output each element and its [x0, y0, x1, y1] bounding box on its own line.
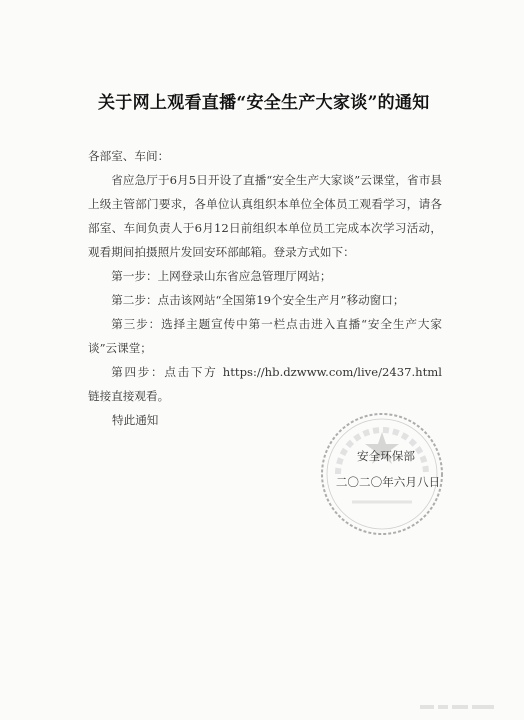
paragraph-step-1: 第一步：上网登录山东省应急管理厅网站； [111, 269, 332, 283]
scan-watermark [420, 702, 496, 712]
notice-title: 关于网上观看直播“安全生产大家谈”的通知 [98, 93, 430, 113]
signature-department: 安全环保部 [357, 449, 415, 463]
paragraph-step-2: 第二步：点击该网站“全国第19个安全生产月”移动窗口； [111, 293, 405, 307]
paragraph-step-3: 第三步：选择主题宣传中第一栏点击进入直播“安全生产大家谈”云课堂； [88, 317, 442, 355]
paragraph-step-4: 第四步：点击下方 https://hb.dzwww.com/live/2437.html 链接直接观看。 [88, 365, 442, 403]
signature-date: 二〇二〇年六月八日 [335, 475, 441, 489]
salutation: 各部室、车间： [88, 149, 170, 163]
closing-text: 特此通知 [112, 413, 159, 427]
paragraph-intro: 省应急厅于6月5日开设了直播“安全生产大家谈”云课堂，省市县上级主管部门要求，各单位认真组织本单位全体员工观看学习，请各部室、车间负责人于6月12日前组织本单位员工完成本次学习活动，观看期间拍摄照片发回安环部邮箱。登录方式如下： [88, 173, 442, 259]
